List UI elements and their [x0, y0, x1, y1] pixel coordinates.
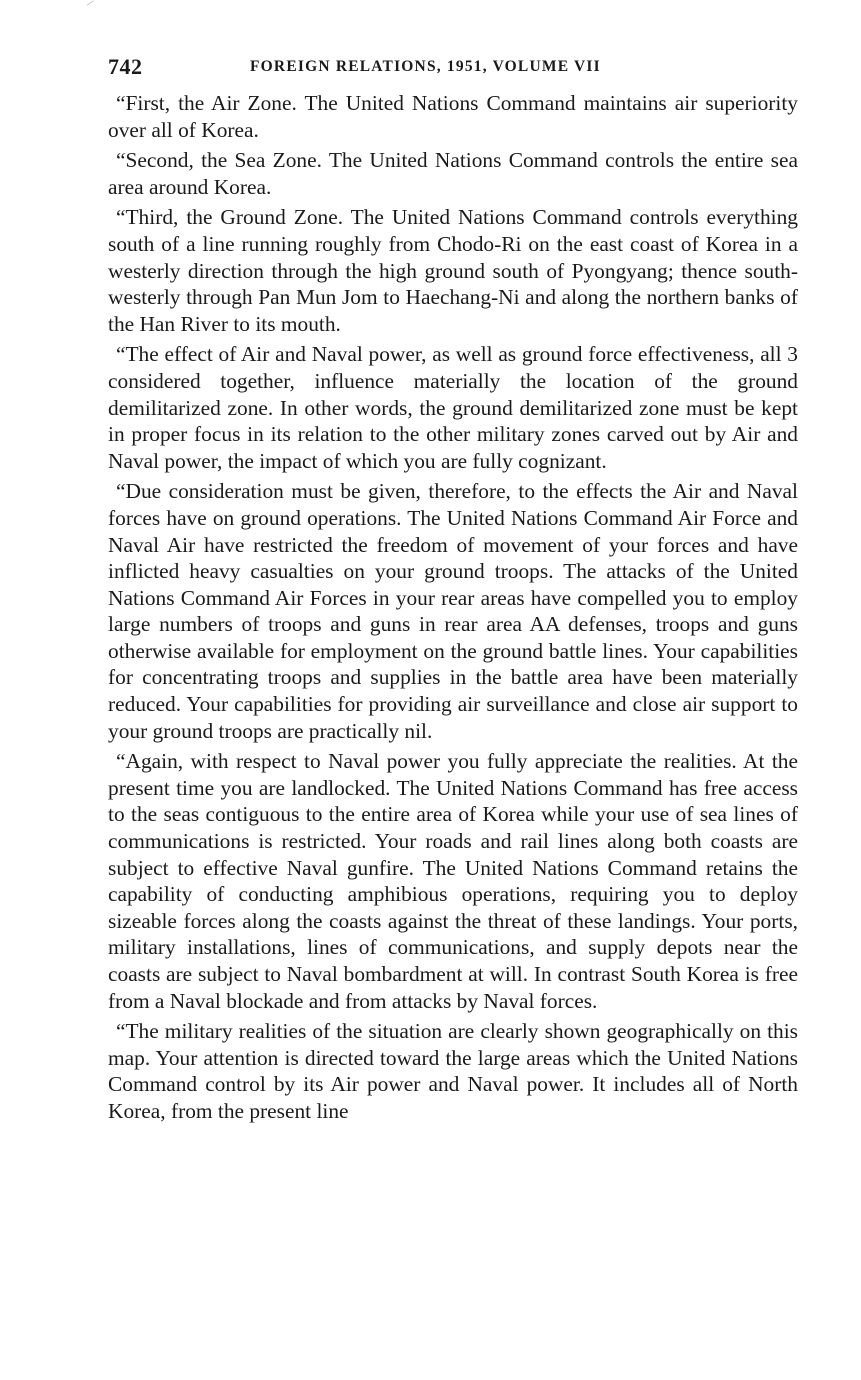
paragraph-sea-zone: “Second, the Sea Zone. The United Nations Command controls the entire sea area around Korea.: [108, 148, 798, 199]
body-text: [108, 90, 798, 1125]
scan-mark: [87, 0, 98, 10]
page-header: [108, 54, 798, 90]
document-page: [108, 54, 798, 1129]
paragraph-military-realities: “The military realities of the situation are clearly shown geographically on this map. Your attention is directed toward the large areas which the United Nations Command control by its Air power and Naval power. It includes all of North Korea, from the present line: [108, 1019, 798, 1123]
paragraph-due-consideration: “Due consideration must be given, therefore, to the effects the Air and Naval forces have on ground operations. The United Nations Command Air Force and Naval Air have restricted the freedom of movement of your forces and have inflicted heavy casualties on your ground troops. The attacks of the United Nations Command Air Forces in your rear areas have compelled you to employ large numbers of troops and guns in rear area AA defenses, troops and guns otherwise available for employment on the ground battle lines. Your capabilities for concentrating troops and supplies in the battle area have been materially reduced. Your capabilities for providing air surveillance and close air support to your ground troops are practically nil.: [108, 479, 798, 743]
running-head: FOREIGN RELATIONS, 1951, VOLUME VII: [250, 58, 601, 75]
paragraph-naval-power: “Again, with respect to Naval power you fully appreciate the realities. At the present time you are landlocked. The United Nations Command has free access to the seas contiguous to the entire area of Korea while your use of sea lines of communications is restricted. Your roads and rail lines along both coasts are subject to effective Naval gunfire. The United Nations Command retains the capability of conducting amphibious operations, requiring you to deploy sizeable forces along the coasts against the threat of these landings. Your ports, military installations, lines of communications, and supply depots near the coasts are subject to Naval bombardment at will. In contrast South Korea is free from a Naval blockade and from attacks by Naval forces.: [108, 749, 798, 1013]
paragraph-air-zone: “First, the Air Zone. The United Nations Command maintains air superiority over all of Korea.: [108, 91, 798, 142]
paragraph-ground-zone: “Third, the Ground Zone. The United Nations Command controls everything south of a line running roughly from Chodo-Ri on the east coast of Korea in a westerly direction through the high ground south of Pyongyang; thence south-westerly through Pan Mun Jom to Haechang-Ni and along the northern banks of the Han River to its mouth.: [108, 205, 798, 336]
page-number: 742: [108, 54, 143, 79]
paragraph-effect-of-power: “The effect of Air and Naval power, as well as ground force effectiveness, all 3 considered together, influence materially the location of the ground demilitarized zone. In other words, the ground demilitarized zone must be kept in proper focus in its relation to the other military zones carved out by Air and Naval power, the impact of which you are fully cognizant.: [108, 342, 798, 473]
